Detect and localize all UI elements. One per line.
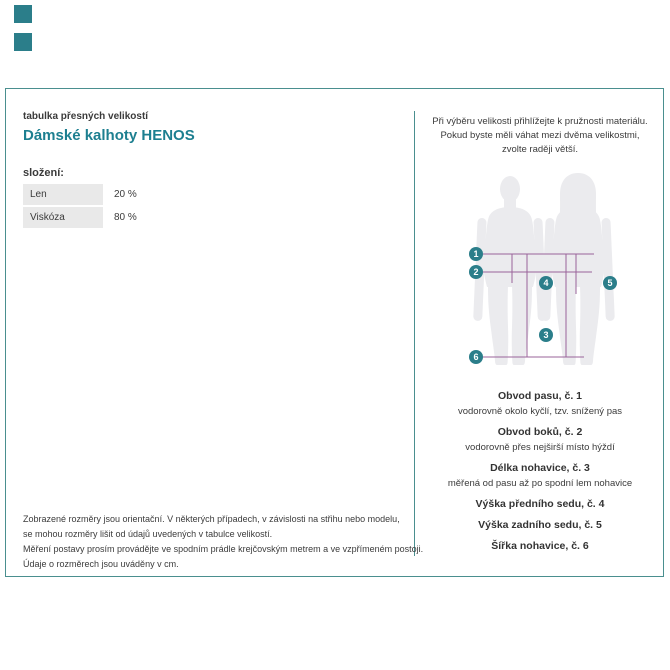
marker-4-label: 4 (543, 278, 549, 289)
size-table-eyebrow: tabulka přesných velikostí (23, 111, 149, 122)
disclaimer-line: Měření postavy prosím provádějte ve spodním prádle krejčovským metrem a ve vzpřímeném postoji. (23, 544, 424, 554)
measurement-name: Obvod boků, č. 2 (497, 426, 583, 438)
size-chart-panel (5, 88, 664, 577)
measurement-item (415, 539, 665, 554)
body-silhouette-front (473, 176, 547, 365)
marker-4 (539, 276, 553, 290)
measurement-desc: měřená od pasu až po spodní lem nohavice (447, 478, 633, 489)
measurement-desc: vodorovně přes nejširší místo hýždí (465, 442, 615, 453)
composition-table (23, 184, 223, 230)
measurement-item (415, 461, 665, 491)
measurement-name: Délka nohavice, č. 3 (490, 462, 590, 474)
size-advice-line: zvolte raději větší. (501, 144, 579, 155)
measurement-name: Výška předního sedu, č. 4 (475, 498, 605, 510)
measurement-item (415, 425, 665, 455)
marker-6-label: 6 (473, 352, 479, 363)
measurement-name: Obvod pasu, č. 1 (497, 390, 583, 402)
marker-3 (539, 328, 553, 342)
size-advice-line: Při výběru velikosti přihlížejte k pružnosti materiálu. (432, 116, 648, 127)
composition-row (23, 207, 223, 228)
measurement-name: Výška zadního sedu, č. 5 (478, 519, 602, 531)
disclaimer-line: Zobrazené rozměry jsou orientační. V některých případech, v závislosti na střihu nebo modelu, (23, 514, 400, 524)
teal-square-icon (14, 5, 32, 23)
size-advice-text (415, 115, 665, 157)
marker-5 (603, 276, 617, 290)
product-title: Dámské kalhoty HENOS (23, 127, 195, 144)
marker-1 (469, 247, 483, 261)
teal-square-icon (14, 33, 32, 51)
material-percent: 20 % (114, 189, 137, 200)
composition-row (23, 184, 223, 205)
disclaimer-line: se mohou rozměry lišit od údajů uvedených v tabulce velikostí. (23, 529, 273, 539)
measurement-item (415, 497, 665, 512)
composition-heading: složení: (23, 167, 64, 179)
disclaimer-text (23, 512, 423, 572)
measurement-item (415, 389, 665, 419)
measurement-name: Šířka nohavice, č. 6 (491, 540, 589, 552)
size-advice-line: Pokud byste měli váhat mezi dvěma velikostmi, (440, 130, 640, 141)
marker-3-label: 3 (543, 330, 549, 341)
marker-5-label: 5 (607, 278, 613, 289)
measurement-item (415, 518, 665, 533)
marker-2-label: 2 (473, 267, 479, 278)
measurement-list (415, 389, 665, 560)
marker-1-label: 1 (473, 249, 479, 260)
measurement-diagram (415, 161, 665, 376)
marker-2 (469, 265, 483, 279)
marker-6 (469, 350, 483, 364)
measurement-guide-column (415, 89, 665, 576)
material-name: Len (23, 184, 103, 205)
disclaimer-line: Údaje o rozměrech jsou uváděny v cm. (23, 559, 179, 569)
measurement-desc: vodorovně okolo kyčlí, tzv. snížený pas (457, 406, 623, 417)
material-name: Viskóza (23, 207, 103, 228)
material-percent: 80 % (114, 212, 137, 223)
